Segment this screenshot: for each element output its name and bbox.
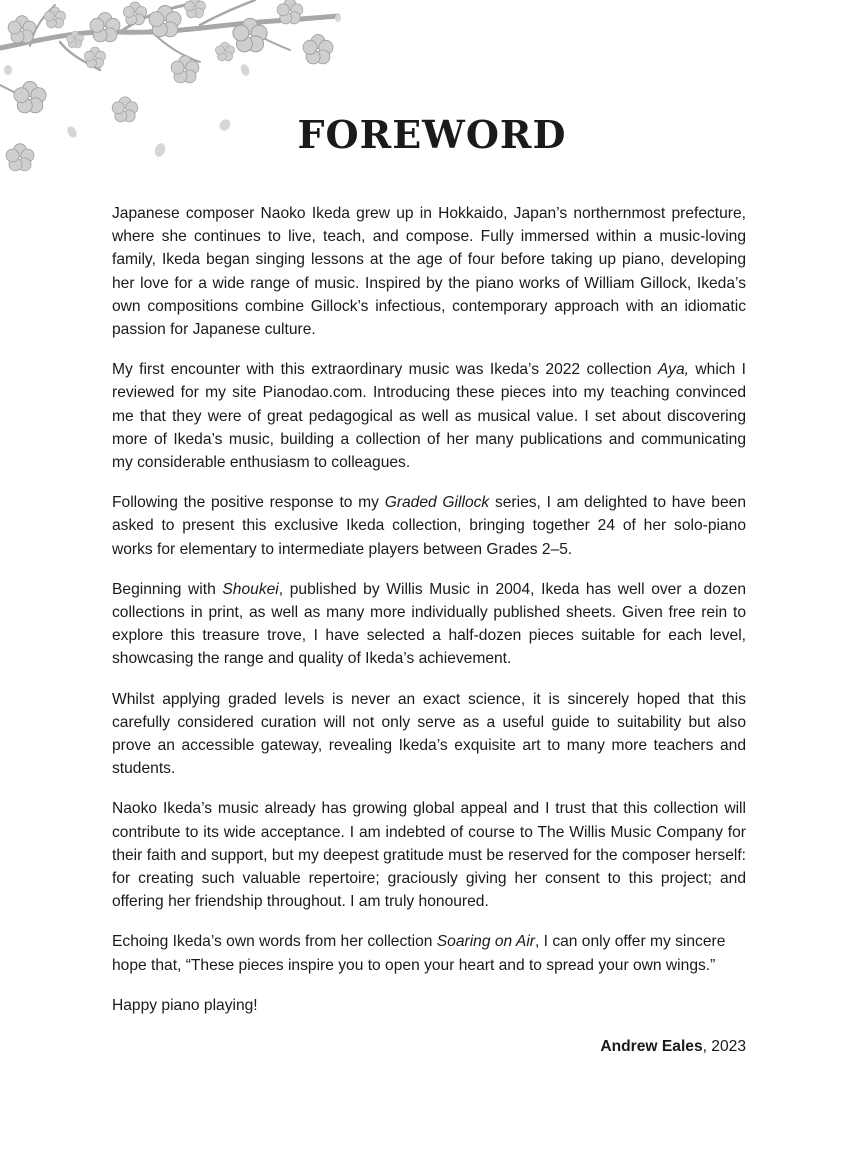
paragraph-7-text-b: , I can only offer my sincere hope that, “These pieces inspire you to open your heart and to spread your own wings.” [112,933,726,974]
paragraph-2-text-b: which I reviewed for my site Pianodao.com. Introducing these pieces into my teaching convinced me that they were of great pedagogical as well as musical value. I set about discovering more of Ikeda’s music, building a collection of her many publications and communicating my considerable enthusiasm to colleagues. [112,361,746,472]
paragraph-3-text-a: Following the positive response to my [112,494,385,512]
paragraph-3 [112,491,746,561]
paragraph-4-text-a: Beginning with [112,580,223,598]
title-graded-gillock: Graded Gillock [384,494,490,512]
paragraph-2 [112,358,746,474]
signature-name: Andrew Eales [600,1038,703,1056]
paragraph-6: Naoko Ikeda’s music already has growing global appeal and I trust that this collection will contribute to its wide acceptance. I am indebted of course to The Willis Music Company for their faith and support, but my deepest gratitude must be reserved for the composer herself: for creating such valuable repertoire; graciously giving her consent to this project; and offering her friendship throughout. I am truly honoured. [112,800,746,911]
paragraph-8: Happy piano playing! [112,996,258,1014]
paragraph-4-text-b: , published by Willis Music in 2004, Ikeda has well over a dozen collections in print, as well as many more individually published sheets. Given free rein to explore this treasure trove, I have selected a half-dozen pieces suitable for each level, showcasing the range and quality of Ikeda’s achievement. [112,580,747,668]
page-title: FOREWORD [297,112,567,157]
paragraph-2-text-a: My first encounter with this extraordinary music was Ikeda’s 2022 collection [112,361,658,379]
paragraph-7 [112,930,746,976]
paragraph-3-text-b: series, I am delighted to have been asked to present this exclusive Ikeda collection, bringing together 24 of her solo-piano works for elementary to intermediate players between Grades 2–5. [112,494,746,558]
foreword-body [112,202,746,1075]
signature-year: , 2023 [702,1038,746,1056]
paragraph-4 [112,578,746,671]
title-aya: Aya, [657,361,689,379]
title-shoukei: Shoukei [222,580,279,598]
paragraph-1: Japanese composer Naoko Ikeda grew up in Hokkaido, Japan’s northernmost prefecture, where she continues to live, teach, and compose. Fully immersed within a music-loving family, Ikeda began singing lessons at the age of four before taking up piano, developing her love for a wide range of music. Inspired by the piano works of William Gillock, Ikeda’s own compositions combine Gillock’s infectious, contemporary approach with an idiomatic passion for Japanese culture. [112,205,746,339]
signature [112,1035,746,1058]
paragraph-5: Whilst applying graded levels is never an exact science, it is sincerely hoped that this carefully considered curation will not only serve as a useful guide to suitability but also prove an accessible gateway, revealing Ikeda’s exquisite art to many more teachers and students. [112,690,746,778]
title-soaring-on-air: Soaring on Air [436,933,535,951]
paragraph-7-text-a: Echoing Ikeda’s own words from her collection [112,933,437,951]
